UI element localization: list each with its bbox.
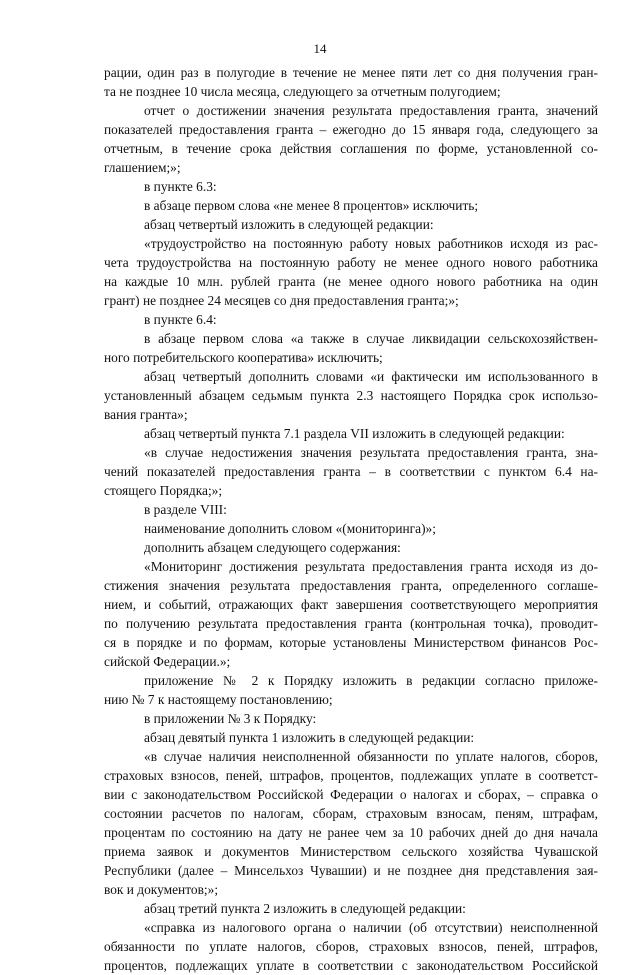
text-line: наименование дополнить словом «(мониторинга)»; <box>144 521 436 536</box>
text-line: вания гранта»; <box>104 407 188 422</box>
text-line: «в случае наличия неисполненной обязанности по уплате налогов, сборов, <box>144 749 598 764</box>
text-line: вок и документов;»; <box>104 882 219 897</box>
text-line: чений показателей предоставления гранта – в соответствии с пунктом 6.4 на- <box>104 464 598 479</box>
text-line: ся в порядке и по формам, которые установлены Министерством финансов Рос- <box>104 635 598 650</box>
text-line: нием, и событий, отражающих факт завершения соответствующего мероприятия <box>104 597 598 612</box>
text-line: страховых взносов, пеней, штрафов, процентов, подлежащих уплате в соответст- <box>104 768 598 783</box>
text-line: состоянии расчетов по налогам, сборам, страховым взносам, пеням, штрафам, <box>104 806 598 821</box>
text-line: установленный абзацем седьмым пункта 2.3 настоящего Порядка срок использо- <box>104 388 598 403</box>
text-line: та не позднее 10 числа месяца, следующего за отчетным полугодием; <box>104 84 501 99</box>
text-line: процентам по состоянию на дату не ранее чем за 10 рабочих дней до дня начала <box>104 825 598 840</box>
text-line: по получению результата предоставления гранта (контрольная точка), проводит- <box>104 616 598 631</box>
text-line: процентов, подлежащих уплате в соответствии с законодательством Российской <box>104 958 598 973</box>
text-line: «справка из налогового органа о наличии (об отсутствии) неисполненной <box>144 920 598 935</box>
text-line: в пункте 6.3: <box>144 179 217 194</box>
text-line: грант) не позднее 24 месяцев со дня предоставления гранта;»; <box>104 293 459 308</box>
text-line: отчетным, в течение срока действия соглашения по форме, установленной со- <box>104 141 598 156</box>
text-line: приложение № 2 к Порядку изложить в редакции согласно приложе- <box>144 673 598 688</box>
text-line: рации, один раз в полугодие в течение не менее пяти лет со дня получения гран- <box>104 65 598 80</box>
text-line: в разделе VIII: <box>144 502 227 517</box>
text-line: вии с законодательством Российской Федерации о налогах и сборах, – справка о <box>104 787 598 802</box>
text-line: приема заявок и документов Министерством сельского хозяйства Чувашской <box>104 844 598 859</box>
page-number: 14 <box>313 41 327 56</box>
text-line: ного потребительского кооператива» исключить; <box>104 350 383 365</box>
text-line: отчет о достижении значения результата предоставления гранта, значений <box>144 103 598 118</box>
text-line: глашением;»; <box>104 160 181 175</box>
text-line: абзац третий пункта 2 изложить в следующей редакции: <box>144 901 466 916</box>
text-line: абзац четвертый изложить в следующей редакции: <box>144 217 434 232</box>
text-line: абзац девятый пункта 1 изложить в следующей редакции: <box>144 730 475 745</box>
text-line: стоящего Порядка;»; <box>104 483 223 498</box>
text-line: дополнить абзацем следующего содержания: <box>144 540 401 555</box>
text-line: «Мониторинг достижения результата предоставления гранта исходя из до- <box>144 559 598 574</box>
text-line: в абзаце первом слова «не менее 8 процентов» исключить; <box>144 198 479 213</box>
text-line: на каждые 10 млн. рублей гранта (не менее одного нового работника на один <box>104 274 598 289</box>
text-line: обязанности по уплате налогов, сборов, страховых взносов, пеней, штрафов, <box>104 939 598 954</box>
text-line: нию № 7 к настоящему постановлению; <box>104 692 333 707</box>
text-line: в абзаце первом слова «а также в случае ликвидации сельскохозяйствен- <box>144 331 598 346</box>
text-line: в пункте 6.4: <box>144 312 217 327</box>
text-line: «в случае недостижения значения результата предоставления гранта, зна- <box>144 445 598 460</box>
text-line: Республики (далее – Минсельхоз Чувашии) и не позднее дня представления зая- <box>104 863 598 878</box>
text-line: чета трудоустройства на постоянную работу не менее одного нового работника <box>104 255 598 270</box>
text-line: абзац четвертый дополнить словами «и фактически им использованного в <box>144 369 598 384</box>
text-line: стижения значения результата предоставления гранта, определенного соглаше- <box>104 578 598 593</box>
text-line: показателей предоставления гранта – ежегодно до 15 января года, следующего за <box>104 122 598 137</box>
text-line: в приложении № 3 к Порядку: <box>144 711 317 726</box>
text-line: сийской Федерации.»; <box>104 654 231 669</box>
document-body <box>104 63 598 975</box>
text-line: абзац четвертый пункта 7.1 раздела VII изложить в следующей редакции: <box>144 426 565 441</box>
text-line: «трудоустройство на постоянную работу новых работников исходя из рас- <box>144 236 598 251</box>
